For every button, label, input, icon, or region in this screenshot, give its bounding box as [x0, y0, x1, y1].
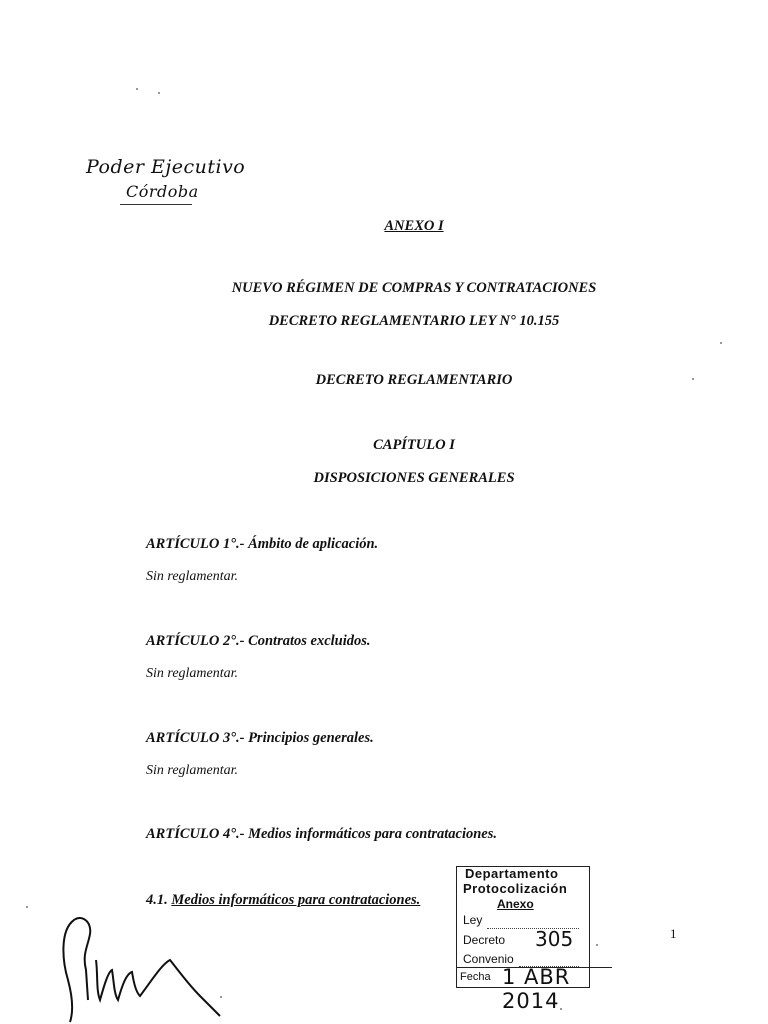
stamp-decreto-label: Decreto	[463, 933, 506, 947]
stamp-date-label: Fecha	[460, 971, 491, 983]
page-number: 1	[670, 926, 677, 941]
letterhead-line1: Poder Ejecutivo	[86, 156, 246, 178]
stamp-date-row	[456, 965, 612, 1013]
article-3-title: ARTÍCULO 3°.- Principios generales.	[146, 730, 374, 746]
subsection-number: 4.1.	[146, 892, 168, 908]
chapter-title: CAPÍTULO I	[373, 437, 455, 453]
subsection-title: Medios informáticos para contrataciones.	[171, 892, 421, 908]
decree-heading: DECRETO REGLAMENTARIO	[315, 372, 513, 388]
stamp-convenio-label: Convenio	[463, 952, 514, 966]
stamp-decreto-value: 305	[535, 927, 574, 951]
article-1-title: ARTÍCULO 1°.- Ámbito de aplicación.	[146, 536, 379, 552]
letterhead-rule	[120, 204, 192, 205]
stamp-protocol: Protocolización	[463, 881, 568, 896]
signature-drawing	[52, 900, 232, 1024]
stamp-annex: Anexo	[497, 897, 534, 911]
article-3-body: Sin reglamentar.	[146, 763, 239, 778]
annex-title: ANEXO I	[384, 218, 444, 234]
stamp-department: Departamento	[465, 866, 559, 881]
decree-law-heading: DECRETO REGLAMENTARIO LEY N° 10.155	[268, 313, 560, 329]
chapter-subtitle: DISPOSICIONES GENERALES	[313, 470, 515, 486]
stamp-ley-label: Ley	[463, 913, 483, 927]
protocol-stamp	[456, 866, 590, 1013]
article-4-title: ARTÍCULO 4°.- Medios informáticos para contrataciones.	[146, 826, 497, 842]
article-2-title: ARTÍCULO 2°.- Contratos excluidos.	[146, 633, 371, 649]
letterhead-line2: Córdoba	[126, 182, 199, 201]
article-2-body: Sin reglamentar.	[146, 666, 239, 681]
regime-heading: NUEVO RÉGIMEN DE COMPRAS Y CONTRATACIONES	[231, 280, 597, 296]
article-1-body: Sin reglamentar.	[146, 569, 239, 584]
stamp-date-value: 1 ABR 2014	[502, 965, 571, 1013]
